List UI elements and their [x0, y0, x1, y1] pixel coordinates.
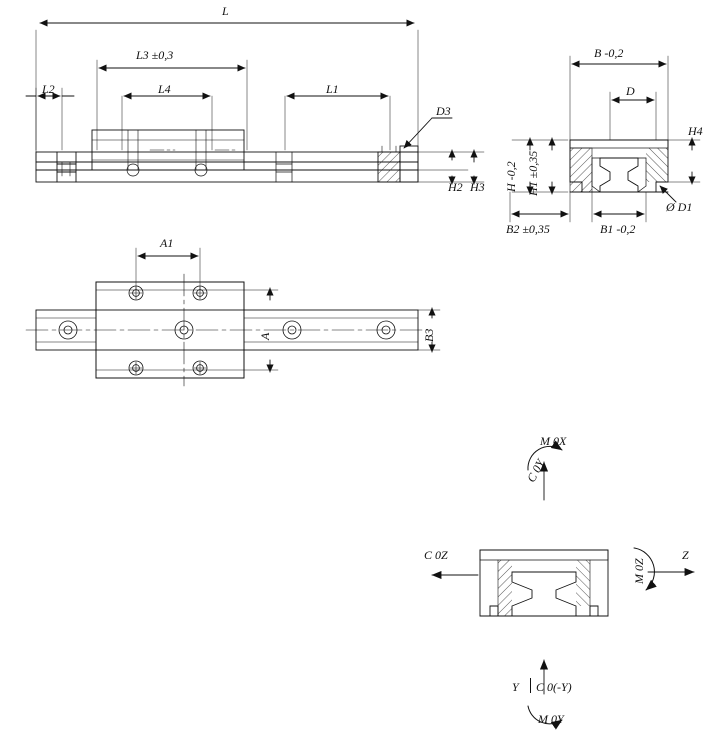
dim-label-L: L	[222, 4, 229, 18]
load-label-z: Z	[682, 548, 689, 562]
dim-label-L1: L1	[326, 82, 339, 96]
dim-label-D3: D3	[436, 104, 451, 118]
dim-label-H3: H3	[470, 180, 485, 194]
dim-label-L3: L3 ±0,3	[136, 48, 174, 62]
load-label-m0y: M 0Y	[538, 712, 564, 726]
load-label-c0-negy: C 0(-Y)	[536, 680, 572, 694]
dim-label-B1: B1 -0,2	[600, 222, 636, 236]
dim-label-B2: B2 ±0,35	[506, 222, 550, 236]
dim-label-H2: H2	[448, 180, 463, 194]
dim-label-B3: B3	[422, 328, 436, 342]
dim-label-D1: Ø D1	[666, 200, 693, 214]
dim-label-D: D	[626, 84, 635, 98]
top-view	[26, 248, 440, 386]
dim-label-A1: A1	[160, 236, 174, 250]
dim-label-H: H -0,2	[504, 161, 518, 192]
load-label-c0y: C 0Y	[524, 457, 548, 485]
dim-label-L2: L2	[42, 82, 55, 96]
dim-label-A: A	[258, 332, 272, 340]
load-label-m0z: M 0Z	[632, 558, 646, 584]
front-elevation-view	[26, 23, 484, 184]
load-label-m0x: M 0X	[540, 434, 567, 448]
dim-label-H4: H4	[688, 124, 703, 138]
load-label-c0z: C 0Z	[424, 548, 448, 562]
dim-label-H1: H1 ±0,35	[526, 150, 540, 196]
cross-section-view	[510, 56, 700, 222]
label-divider	[530, 678, 531, 693]
dim-label-L4: L4	[158, 82, 171, 96]
load-label-y: Y	[512, 680, 519, 694]
dim-label-B: B -0,2	[594, 46, 624, 60]
